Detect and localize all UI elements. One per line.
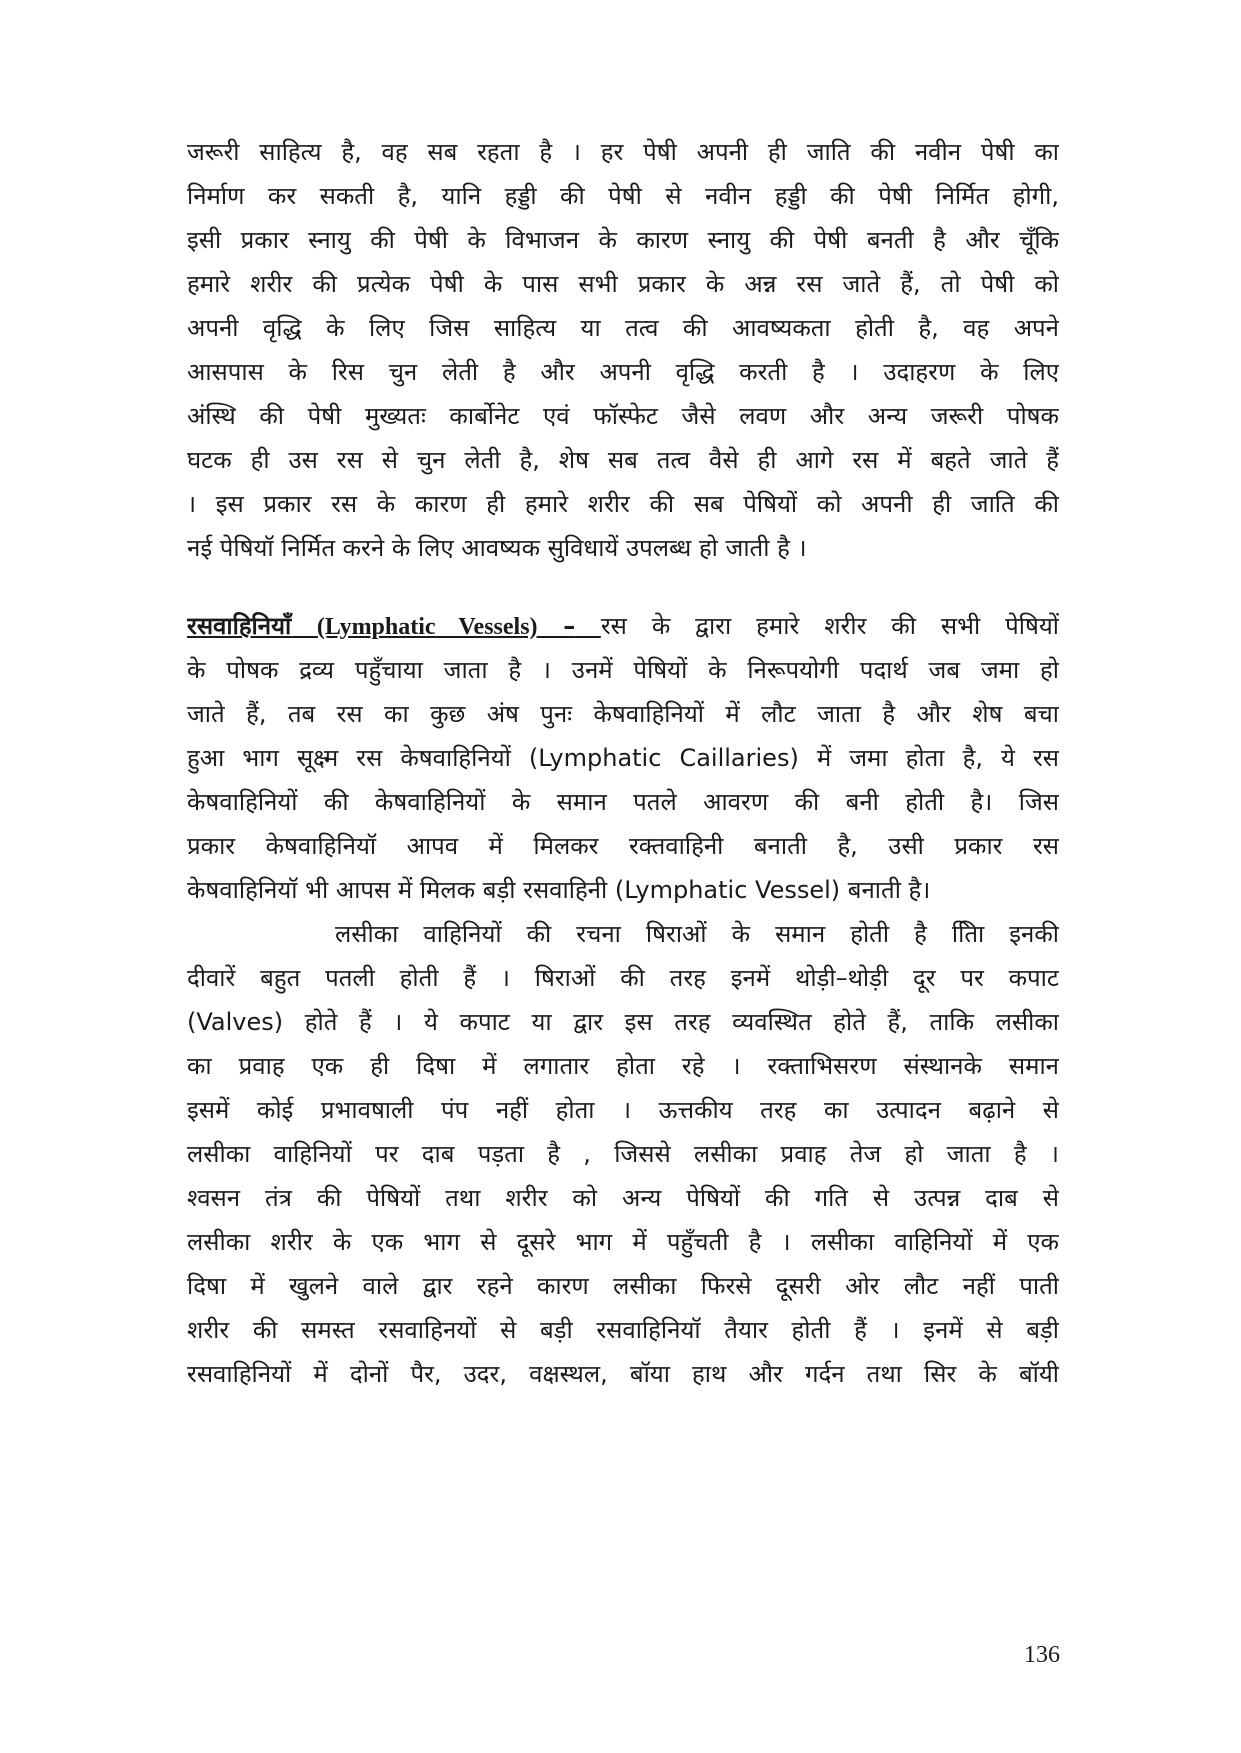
text-line: रसवाहिनियों में दोनों पैर, उदर, वक्षस्थल, बॉया हाथ और गर्दन तथा सिर के बॉयी (187, 1360, 1059, 1388)
text-line: केषवाहिनियॉ भी आपस में मिलक बड़ी रसवाहिनी (Lymphatic Vessel) बनाती है। (187, 876, 931, 904)
text-line: अंस्थि की पेषी मुख्यतः कार्बोनेट एवं फॉस्फेट जैसे लवण और अन्य जरूरी पोषक (187, 402, 1059, 430)
text-line: नई पेषियॉ निर्मित करने के लिए आवष्यक सुविधायें उपलब्ध हो जाती है । (187, 534, 807, 562)
text-line: दिषा में खुलने वाले द्वार रहने कारण लसीका फिरसे दूसरी ओर लौट नहीं पाती (187, 1272, 1059, 1300)
text-line: केषवाहिनियों की केषवाहिनियों के समान पतले आवरण की बनी होती है। जिस (187, 788, 1059, 816)
text-line-indented: लसीका वाहिनियों की रचना षिराओं के समान होती है तिाि इनकी (335, 920, 1059, 948)
section-heading-english: (Lymphatic Vessels) (316, 614, 538, 640)
text-line: दीवारें बहुत पतली होती हैं । षिराओं की तरह इनमें थोड़ी–थोड़ी दूर पर कपाट (187, 964, 1059, 992)
text-line: घटक ही उस रस से चुन लेती है, शेष सब तत्व वैसे ही आगे रस में बहते जाते हैं (187, 446, 1059, 474)
text-line: हुआ भाग सूक्ष्म रस केषवाहिनियों (Lymphatic Caillaries) में जमा होता है, ये रस (187, 744, 1059, 772)
text-line: आसपास के रिस चुन लेती है और अपनी वृद्धि करती है । उदाहरण के लिए (187, 358, 1059, 386)
text-line: अपनी वृद्धि के लिए जिस साहित्य या तत्व की आवष्यकता होती है, वह अपने (187, 314, 1059, 342)
heading-line-rest: रस के द्वारा हमारे शरीर की सभी पेषियों (600, 612, 1059, 640)
text-line: लसीका वाहिनियों पर दाब पड़ता है , जिससे लसीका प्रवाह तेज हो जाता है । (187, 1140, 1059, 1168)
text-line: हमारे शरीर की प्रत्येक पेषी के पास सभी प्रकार के अन्न रस जाते हैं, तो पेषी को (187, 270, 1059, 298)
text-line: (Valves) होते हैं । ये कपाट या द्वार इस तरह व्यवस्थित होते हैं, ताकि लसीका (187, 1008, 1059, 1036)
text-line: जाते हैं, तब रस का कुछ अंष पुनः केषवाहिनियों में लौट जाता है और शेष बचा (187, 700, 1059, 728)
text-line: इसमें कोई प्रभावषाली पंप नहीं होता । ऊत्तकीय तरह का उत्पादन बढ़ाने से (187, 1096, 1059, 1124)
text-line: का प्रवाह एक ही दिषा में लगातार होता रहे । रक्ताभिसरण संस्थानके समान (187, 1052, 1059, 1080)
page-number: 136 (1024, 1642, 1060, 1668)
text-line: इसी प्रकार स्नायु की पेषी के विभाजन के कारण स्नायु की पेषी बनती है और चूँकि (187, 226, 1059, 254)
heading-line (187, 608, 1059, 644)
text-line: श्वसन तंत्र की पेषियों तथा शरीर को अन्य पेषियों की गति से उत्पन्न दाब से (187, 1184, 1059, 1212)
section-heading-hindi: रसवाहिनियॉं (187, 612, 292, 640)
text-line: शरीर की समस्त रसवाहिनयों से बड़ी रसवाहिनियॉ तैयार होती हैं । इनमें से बड़ी (187, 1316, 1059, 1344)
section-heading (187, 612, 601, 640)
text-line: निर्माण कर सकती है, यानि हड्डी की पेषी से नवीन हड्डी की पेषी निर्मित होगी, (187, 182, 1059, 210)
text-line: । इस प्रकार रस के कारण ही हमारे शरीर की सब पेषियों को अपनी ही जाति की (187, 490, 1059, 518)
text-line: जरूरी साहित्य है, वह सब रहता है । हर पेषी अपनी ही जाति की नवीन पेषी का (187, 138, 1059, 166)
text-line: प्रकार केषवाहिनियॉ आपव में मिलकर रक्तवाहिनी बनाती है, उसी प्रकार रस (187, 832, 1059, 860)
text-line: के पोषक द्रव्य पहुँचाया जाता है । उनमें पेषियों के निरूपयोगी पदार्थ जब जमा हो (187, 656, 1059, 684)
text-line: लसीका शरीर के एक भाग से दूसरे भाग में पहुँचती है । लसीका वाहिनियों में एक (187, 1228, 1059, 1256)
section-heading-dash: – (537, 612, 576, 640)
